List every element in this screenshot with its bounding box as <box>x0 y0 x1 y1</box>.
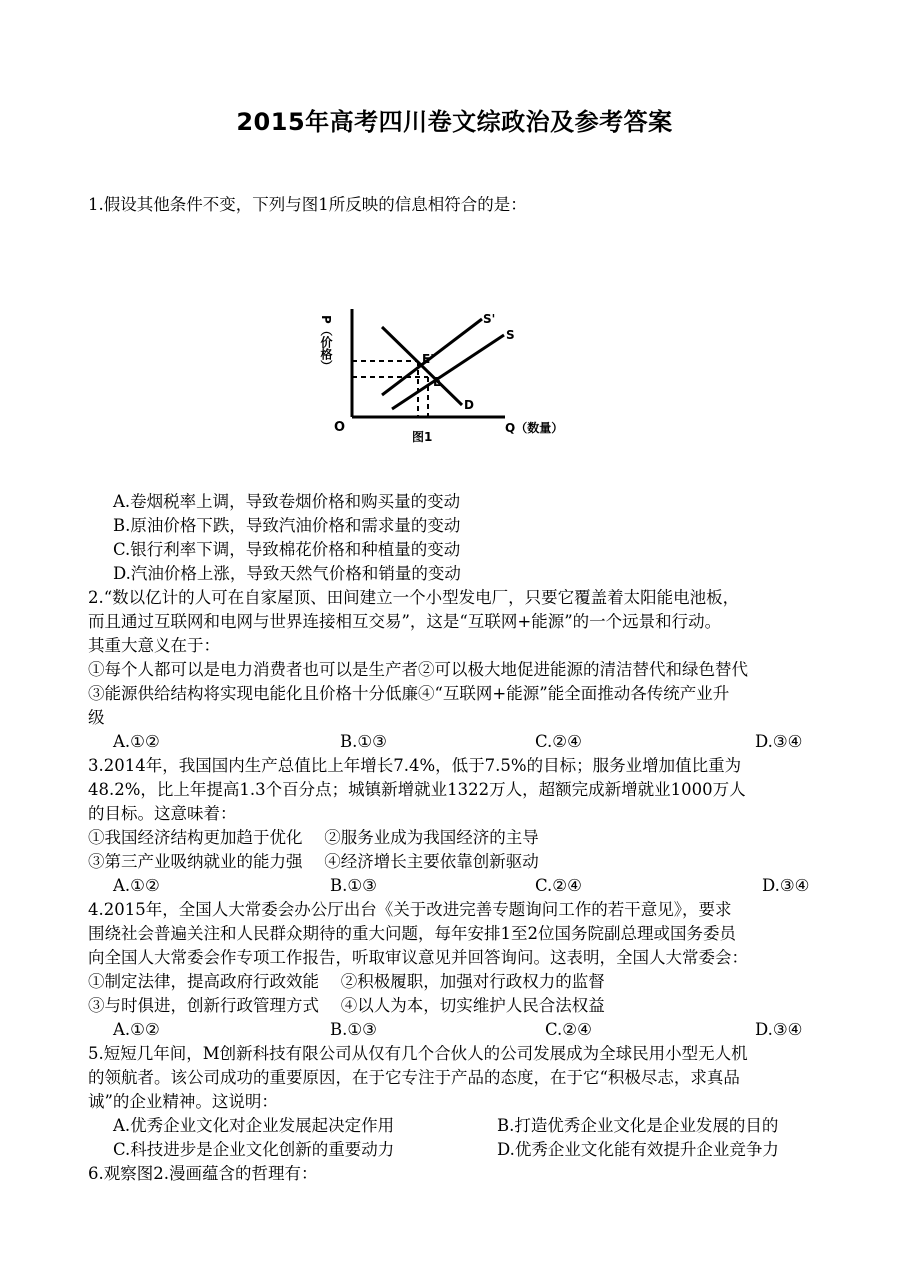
y-axis-label: P（价格） <box>320 315 333 372</box>
point-label-e: E <box>433 375 442 389</box>
q3-choice-a: A.①② <box>113 876 160 895</box>
q2-choice-b: B.①③ <box>340 732 387 751</box>
q3-line: 3.2014年，我国国内生产总值比上年增长7.4%，低于7.5%的目标；服务业增加值比重为 <box>88 756 742 775</box>
origin-label: O <box>334 420 346 435</box>
q4-line: 向全国人大常委会作专项工作报告，听取审议意见并回答询问。这表明，全国人大常委会： <box>88 948 748 967</box>
q3-line: 48.2%，比上年提高1.3个百分点；城镇新增就业1322万人，超额完成新增就业1000万人 <box>88 780 746 799</box>
q4-line: 4.2015年，全国人大常委会办公厅出台《关于改进完善专题询问工作的若干意见》，要求 <box>88 900 732 919</box>
curve-label-s-new: S' <box>483 312 496 326</box>
q1-option-d: D.汽油价格上涨，导致天然气价格和销量的变动 <box>113 564 461 583</box>
q2-line: 2.“数以亿计的人可在自家屋顶、田间建立一个小型发电厂，只要它覆盖着太阳能电池板， <box>88 588 740 607</box>
q5-option-c: C.科技进步是企业文化创新的重要动力 <box>113 1140 395 1159</box>
q2-choice-a: A.①② <box>113 732 160 751</box>
figure-caption: 图1 <box>412 430 433 444</box>
q3-choice-b: B.①③ <box>330 876 377 895</box>
q4-choice-c: C.②④ <box>545 1020 592 1039</box>
figure-1-supply-demand <box>320 295 610 455</box>
q5-option-b: B.打造优秀企业文化是企业发展的目的 <box>497 1116 779 1135</box>
q3-line: ①我国经济结构更加趋于优化 ②服务业成为我国经济的主导 <box>88 828 539 847</box>
q4-line: ③与时俱进，创新行政管理方式 ④以人为本，切实维护人民合法权益 <box>88 996 605 1015</box>
q1-option-b: B.原油价格下跌，导致汽油价格和需求量的变动 <box>113 516 461 535</box>
q1-option-c: C.银行利率下调，导致棉花价格和种植量的变动 <box>113 540 461 559</box>
q3-choice-d: D.③④ <box>762 876 810 895</box>
q2-line: ③能源供给结构将实现电能化且价格十分低廉④“互联网+能源”能全面推动各传统产业升 <box>88 684 730 703</box>
question-1-stem: 1.假设其他条件不变，下列与图1所反映的信息相符合的是： <box>88 195 527 214</box>
q4-line: ①制定法律，提高政府行政效能 ②积极履职，加强对行政权力的监督 <box>88 972 605 991</box>
x-axis-label: Q（数量） <box>505 421 564 435</box>
q4-line: 围绕社会普遍关注和人民群众期待的重大问题，每年安排1至2位国务院副总理或国务委员 <box>88 924 736 943</box>
q3-choice-c: C.②④ <box>535 876 582 895</box>
curve-label-d: D <box>464 398 474 412</box>
q5-line: 5.短短几年间，M创新科技有限公司从仅有几个合伙人的公司发展成为全球民用小型无人机 <box>88 1044 748 1063</box>
q2-line: 而且通过互联网和电网与世界连接相互交易”，这是“互联网+能源”的一个远景和行动。 <box>88 612 722 631</box>
q4-choice-b: B.①③ <box>330 1020 377 1039</box>
q2-choice-d: D.③④ <box>755 732 803 751</box>
q2-choice-c: C.②④ <box>535 732 582 751</box>
q3-line: 的目标。这意味着： <box>88 804 237 823</box>
q2-line: 其重大意义在于： <box>88 636 220 655</box>
q4-choice-d: D.③④ <box>755 1020 803 1039</box>
curve-label-s: S <box>506 328 515 342</box>
page-title: 2015年高考四川卷文综政治及参考答案 <box>236 108 673 136</box>
point-label-e-new: E' <box>422 352 434 366</box>
q5-option-d: D.优秀企业文化能有效提升企业竞争力 <box>497 1140 779 1159</box>
q2-line: 级 <box>88 708 105 727</box>
q5-line: 诚”的企业精神。这说明： <box>88 1092 278 1111</box>
q3-line: ③第三产业吸纳就业的能力强 ④经济增长主要依靠创新驱动 <box>88 852 539 871</box>
q6-stem: 6.观察图2.漫画蕴含的哲理有： <box>88 1164 318 1183</box>
q2-line: ①每个人都可以是电力消费者也可以是生产者②可以极大地促进能源的清洁替代和绿色替代 <box>88 660 748 679</box>
q1-option-a: A.卷烟税率上调，导致卷烟价格和购买量的变动 <box>113 492 461 511</box>
q4-choice-a: A.①② <box>113 1020 160 1039</box>
q5-option-a: A.优秀企业文化对企业发展起决定作用 <box>113 1116 395 1135</box>
q5-line: 的领航者。该公司成功的重要原因，在于它专注于产品的态度，在于它“积极尽志，求真品 <box>88 1068 740 1087</box>
